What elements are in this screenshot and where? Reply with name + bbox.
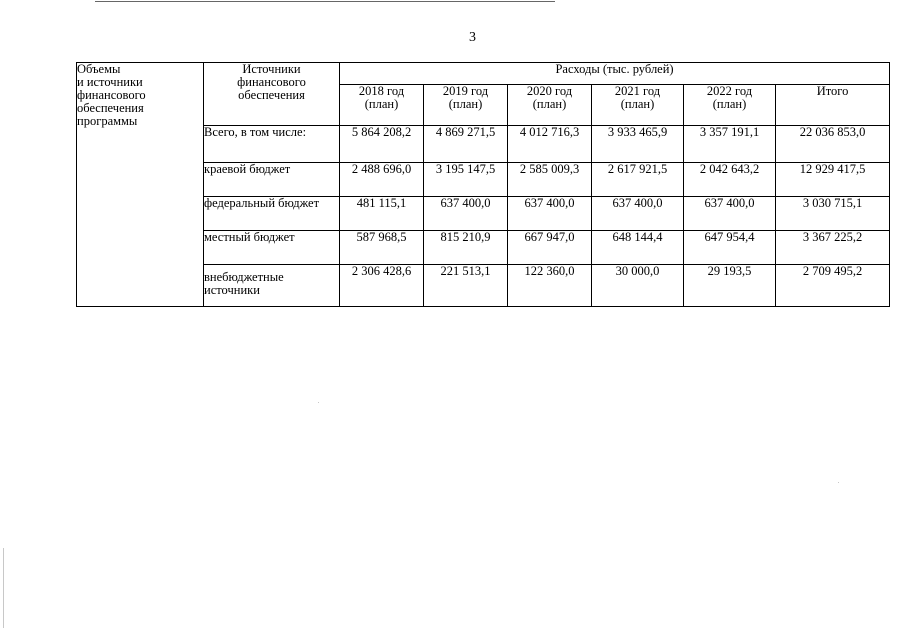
value-cell: 2 042 643,2 — [684, 163, 776, 197]
year-header — [508, 85, 592, 126]
total-cell: 3 030 715,1 — [776, 197, 890, 231]
value-cell: 122 360,0 — [508, 265, 592, 307]
page-number: 3 — [469, 30, 476, 45]
scan-edge-mark — [3, 548, 4, 628]
year-label: 2022 год (план) — [706, 84, 753, 111]
total-cell: 2 709 495,2 — [776, 265, 890, 307]
total-cell: 22 036 853,0 — [776, 126, 890, 163]
total-label: Итого — [816, 84, 849, 98]
value-cell: 3 933 465,9 — [592, 126, 684, 163]
value-cell: 4 869 271,5 — [424, 126, 508, 163]
sources-header: Источники финансового обеспечения — [237, 62, 306, 102]
value-cell: 637 400,0 — [508, 197, 592, 231]
value-cell: 815 210,9 — [424, 231, 508, 265]
year-label: 2021 год (план) — [614, 84, 661, 111]
year-header — [424, 85, 508, 126]
section-label: Объемы и источники финансового обеспечения программы — [77, 62, 146, 128]
total-header — [776, 85, 890, 126]
value-cell: 5 864 208,2 — [340, 126, 424, 163]
total-cell: 12 929 417,5 — [776, 163, 890, 197]
total-cell: 3 367 225,2 — [776, 231, 890, 265]
year-label: 2020 год (план) — [526, 84, 573, 111]
value-cell: 667 947,0 — [508, 231, 592, 265]
value-cell: 637 400,0 — [592, 197, 684, 231]
value-cell: 648 144,4 — [592, 231, 684, 265]
scan-speck — [318, 402, 319, 403]
value-cell: 3 357 191,1 — [684, 126, 776, 163]
source-cell: местный бюджет — [204, 231, 340, 265]
source-cell: Всего, в том числе: — [204, 126, 340, 163]
value-cell: 221 513,1 — [424, 265, 508, 307]
year-label: 2019 год (план) — [442, 84, 489, 111]
value-cell: 647 954,4 — [684, 231, 776, 265]
header-row — [77, 63, 890, 85]
expenses-header: Расходы (тыс. рублей) — [340, 63, 890, 85]
source-cell: федеральный бюджет — [204, 197, 340, 231]
value-cell: 637 400,0 — [424, 197, 508, 231]
source-cell: краевой бюджет — [204, 163, 340, 197]
year-header — [684, 85, 776, 126]
value-cell: 2 306 428,6 — [340, 265, 424, 307]
value-cell: 4 012 716,3 — [508, 126, 592, 163]
value-cell: 637 400,0 — [684, 197, 776, 231]
scan-speck — [838, 482, 839, 483]
value-cell: 30 000,0 — [592, 265, 684, 307]
value-cell: 2 488 696,0 — [340, 163, 424, 197]
sources-header-cell — [204, 63, 340, 126]
value-cell: 481 115,1 — [340, 197, 424, 231]
scan-top-line — [95, 1, 555, 2]
source-label: внебюджетные источники — [204, 270, 284, 297]
year-label: 2018 год (план) — [358, 84, 405, 111]
financing-table — [76, 62, 890, 307]
value-cell: 29 193,5 — [684, 265, 776, 307]
year-header — [340, 85, 424, 126]
value-cell: 3 195 147,5 — [424, 163, 508, 197]
source-cell — [204, 265, 340, 307]
value-cell: 2 585 009,3 — [508, 163, 592, 197]
section-label-cell — [77, 63, 204, 307]
value-cell: 2 617 921,5 — [592, 163, 684, 197]
year-header — [592, 85, 684, 126]
value-cell: 587 968,5 — [340, 231, 424, 265]
